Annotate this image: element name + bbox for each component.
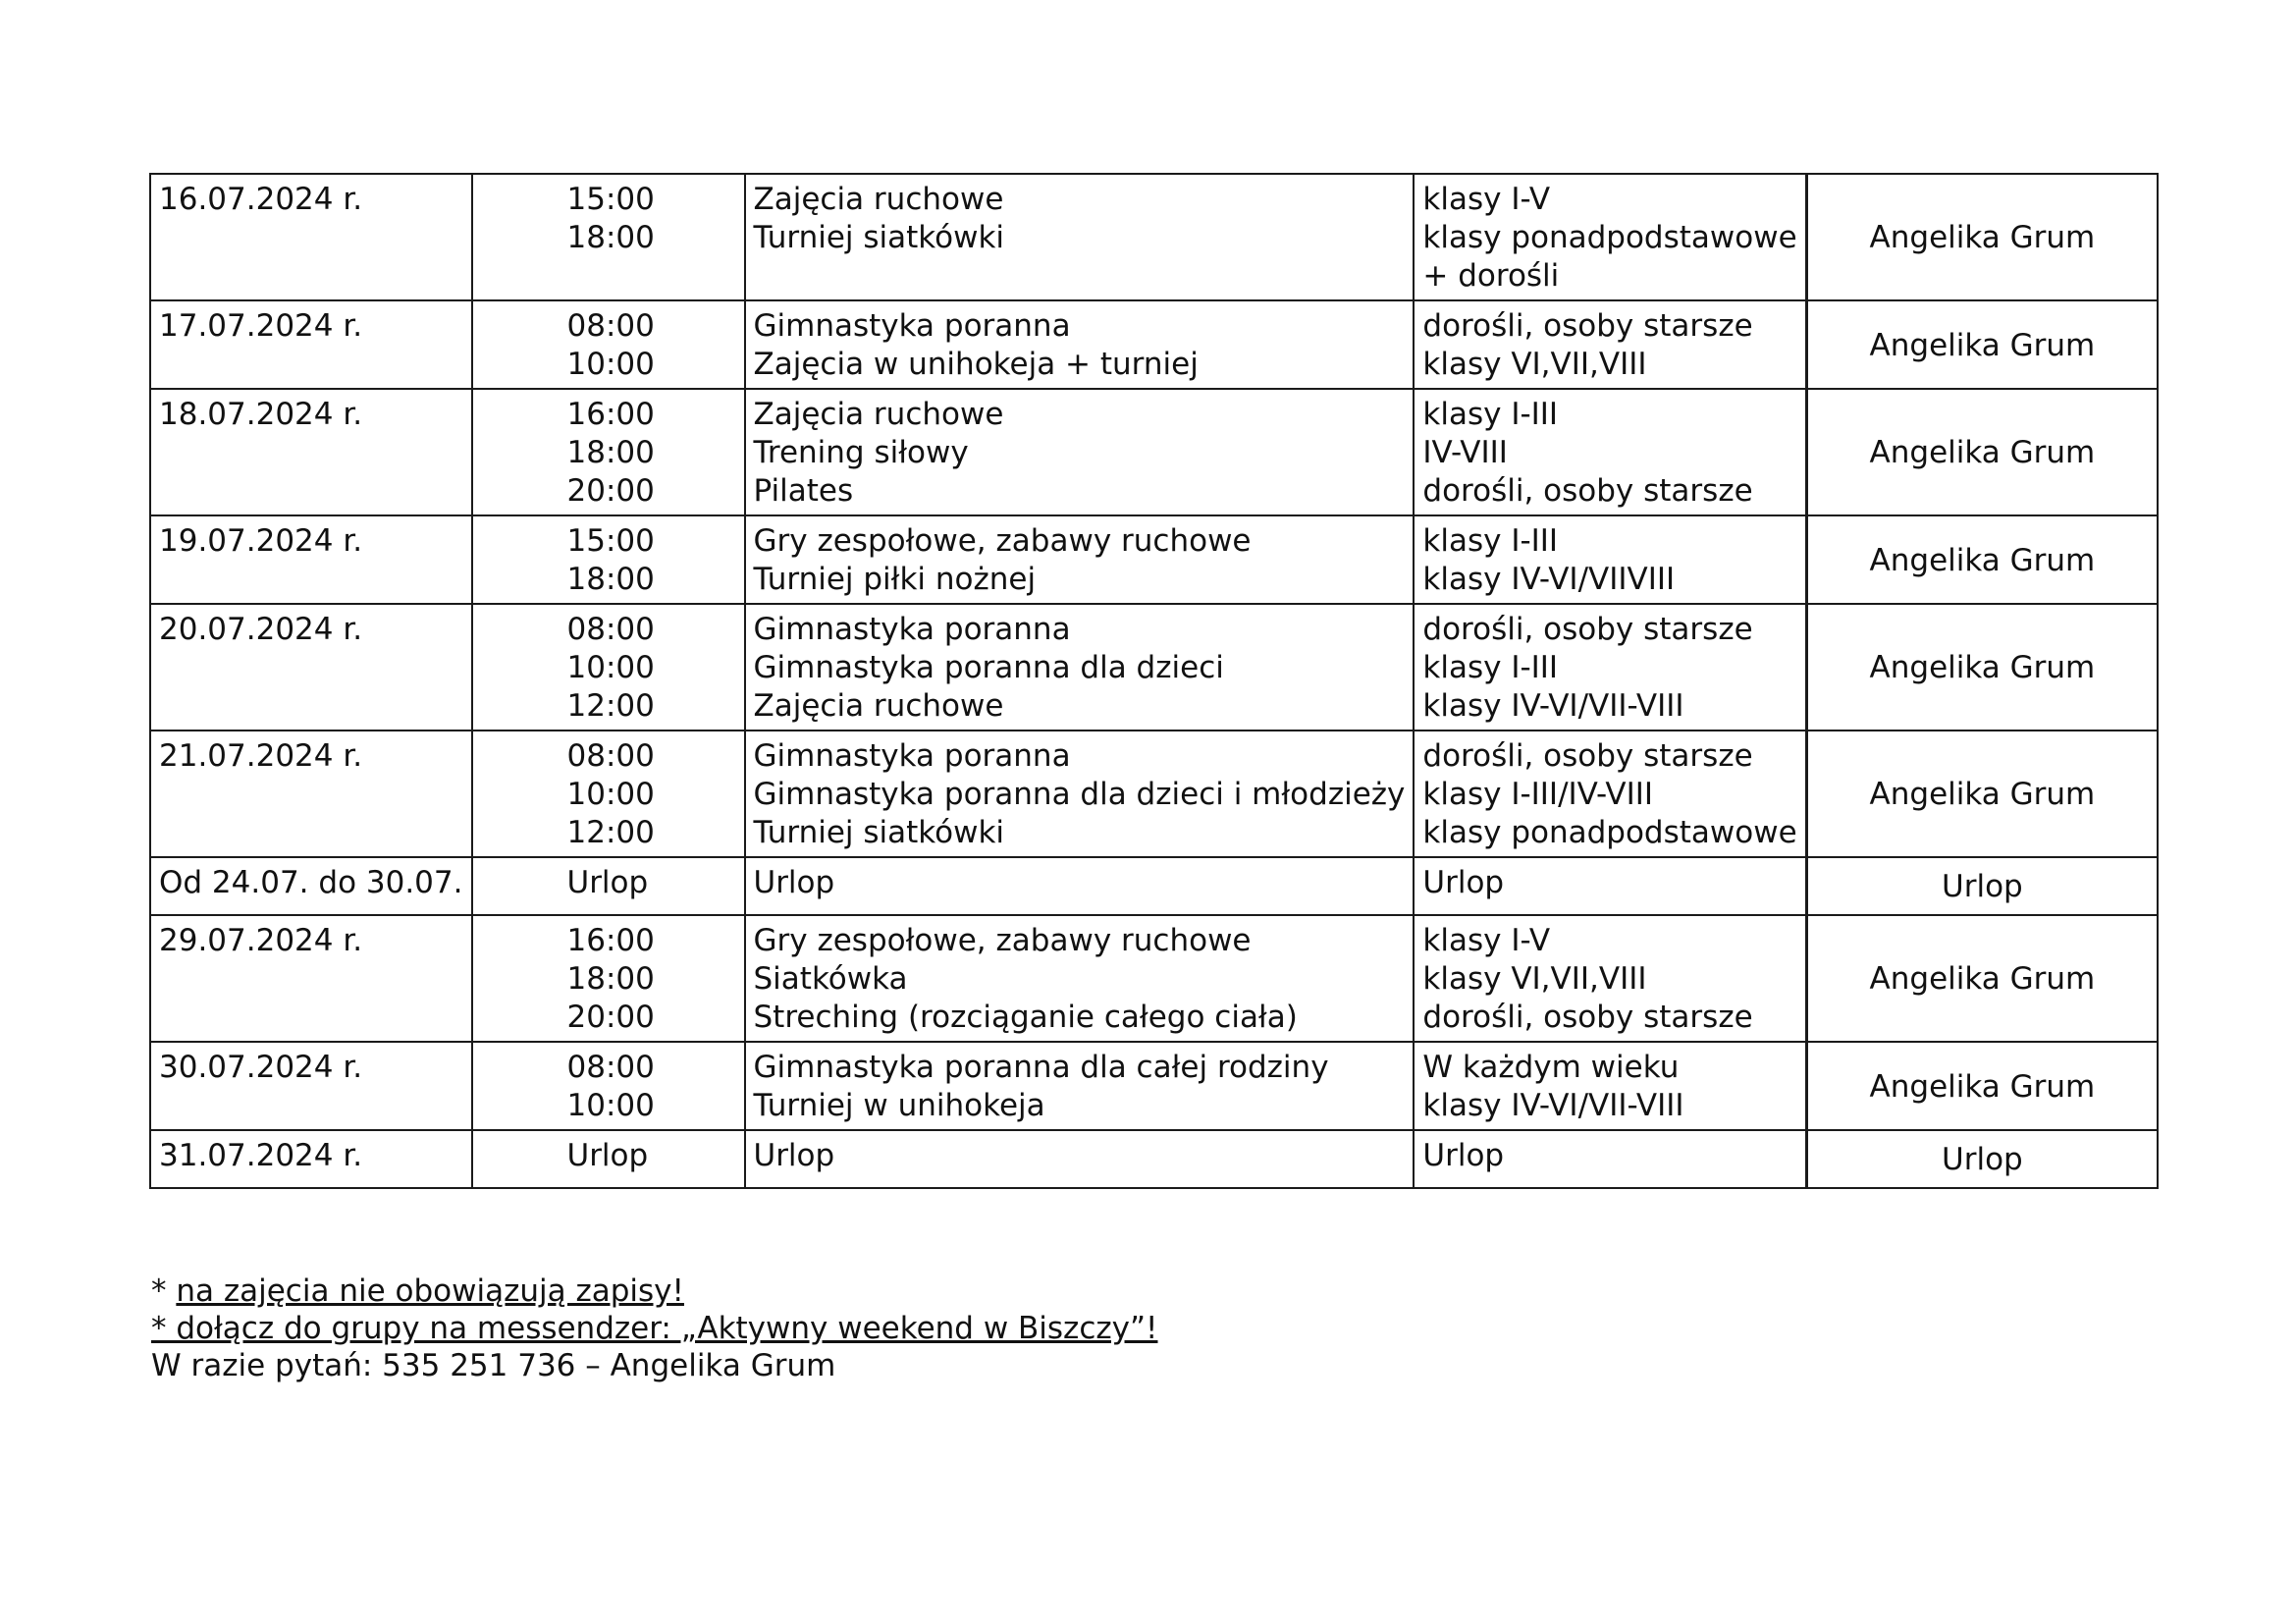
group-cell-line: klasy ponadpodstawowe [1422,220,1797,255]
time-cell-line: 18:00 [566,220,655,255]
group-cell [1414,1130,1806,1188]
time-cell-line: 10:00 [566,1088,655,1123]
activity-cell-line: Gry zespołowe, zabawy ruchowe [753,923,1252,958]
time-cell-line: 16:00 [566,923,655,958]
date-cell: 17.07.2024 r. [150,300,472,389]
activity-cell [745,604,1415,731]
schedule-row [150,1130,2158,1188]
time-cell-line: 20:00 [566,1000,655,1035]
date-cell: 29.07.2024 r. [150,915,472,1042]
activity-cell [745,1042,1415,1130]
instructor-cell: Angelika Grum [1806,174,2158,300]
time-cell-line: 16:00 [566,397,655,432]
activity-cell-line: Trening siłowy [753,435,969,470]
group-cell-line: dorośli, osoby starsze [1422,612,1753,647]
activity-cell [745,515,1415,604]
activity-cell [745,731,1415,857]
date-cell: 30.07.2024 r. [150,1042,472,1130]
group-cell-line: Urlop [1422,1138,1505,1173]
activity-cell-line: Gimnastyka poranna dla całej rodziny [753,1050,1329,1085]
group-cell-line: klasy I-III [1422,650,1559,685]
time-cell [472,857,745,915]
activity-cell-line: Gimnastyka poranna dla dzieci [753,650,1224,685]
group-cell [1414,731,1806,857]
time-cell-line: 12:00 [566,688,655,724]
instructor-cell: Angelika Grum [1806,731,2158,857]
group-cell [1414,389,1806,515]
activity-cell [745,915,1415,1042]
activity-cell-line: Zajęcia ruchowe [753,688,1004,724]
activity-cell-line: Turniej siatkówki [753,815,1005,850]
note-no-registration: na zajęcia nie obowiązują zapisy! [176,1273,684,1309]
activity-cell-line: Turniej siatkówki [753,220,1005,255]
group-cell-line: dorośli, osoby starsze [1422,1000,1753,1035]
schedule-row [150,731,2158,857]
activity-cell-line: Gimnastyka poranna [753,612,1071,647]
instructor-cell: Urlop [1806,857,2158,915]
time-cell [472,1042,745,1130]
time-cell [472,915,745,1042]
group-cell-line: IV-VIII [1422,435,1508,470]
time-cell [472,300,745,389]
activity-cell-line: Urlop [753,1138,835,1173]
activity-cell-line: Pilates [753,473,854,509]
schedule-row [150,604,2158,731]
group-cell-line: dorośli, osoby starsze [1422,308,1753,344]
time-cell-line: 20:00 [566,473,655,509]
schedule-row [150,389,2158,515]
schedule-table [149,173,2159,1189]
time-cell-line: 08:00 [566,738,655,774]
group-cell [1414,915,1806,1042]
group-cell-line: klasy IV-VI/VII-VIII [1422,688,1684,724]
schedule-row [150,300,2158,389]
schedule-row [150,915,2158,1042]
time-cell [472,515,745,604]
activity-cell-line: Siatkówka [753,961,908,997]
time-cell-line: 12:00 [566,815,655,850]
time-cell [472,1130,745,1188]
note-bullet: * [151,1273,177,1309]
date-cell: 21.07.2024 r. [150,731,472,857]
date-cell: 19.07.2024 r. [150,515,472,604]
instructor-cell: Angelika Grum [1806,1042,2158,1130]
time-cell-line: 18:00 [566,435,655,470]
group-cell-line: + dorośli [1422,258,1560,294]
time-cell [472,174,745,300]
group-cell [1414,515,1806,604]
time-cell-line: 10:00 [566,347,655,382]
group-cell [1414,857,1806,915]
activity-cell-line: Zajęcia ruchowe [753,182,1004,217]
notes-section [151,1272,1157,1384]
date-cell: 16.07.2024 r. [150,174,472,300]
date-cell: 31.07.2024 r. [150,1130,472,1188]
group-cell-line: klasy I-III [1422,397,1559,432]
schedule-row [150,174,2158,300]
time-cell-line: 10:00 [566,650,655,685]
group-cell-line: dorośli, osoby starsze [1422,473,1753,509]
activity-cell-line: Gimnastyka poranna [753,738,1071,774]
group-cell-line: klasy I-V [1422,182,1551,217]
activity-cell-line: Zajęcia ruchowe [753,397,1004,432]
group-cell-line: Urlop [1422,865,1505,900]
contact-info: W razie pytań: 535 251 736 – Angelika Grum [151,1348,836,1383]
time-cell-line: 10:00 [566,777,655,812]
activity-cell-line: Zajęcia w unihokeja + turniej [753,347,1199,382]
activity-cell [745,300,1415,389]
time-cell-line: 08:00 [566,308,655,344]
time-cell [472,389,745,515]
activity-cell [745,857,1415,915]
time-cell [472,731,745,857]
activity-cell [745,174,1415,300]
group-cell [1414,174,1806,300]
group-cell-line: klasy IV-VI/VIIVIII [1422,562,1676,597]
group-cell-line: klasy VI,VII,VIII [1422,347,1647,382]
group-cell [1414,604,1806,731]
instructor-cell: Angelika Grum [1806,389,2158,515]
group-cell [1414,300,1806,389]
activity-cell-line: Urlop [753,865,835,900]
instructor-cell: Angelika Grum [1806,604,2158,731]
activity-cell-line: Gimnastyka poranna dla dzieci i młodzieży [753,777,1406,812]
time-cell-line: 15:00 [566,182,655,217]
group-cell-line: klasy IV-VI/VII-VIII [1422,1088,1684,1123]
activity-cell [745,1130,1415,1188]
instructor-cell: Angelika Grum [1806,915,2158,1042]
time-cell-line: Urlop [566,1138,649,1173]
time-cell-line: 08:00 [566,1050,655,1085]
time-cell-line: 08:00 [566,612,655,647]
time-cell-line: 18:00 [566,961,655,997]
schedule-table-body [150,174,2158,1188]
instructor-cell: Angelika Grum [1806,515,2158,604]
time-cell [472,604,745,731]
group-cell [1414,1042,1806,1130]
instructor-cell: Urlop [1806,1130,2158,1188]
date-cell: Od 24.07. do 30.07. [150,857,472,915]
activity-cell-line: Gimnastyka poranna [753,308,1071,344]
activity-cell-line: Turniej piłki nożnej [753,562,1037,597]
group-cell-line: klasy I-V [1422,923,1551,958]
group-cell-line: klasy ponadpodstawowe [1422,815,1797,850]
activity-cell-line: Streching (rozciąganie całego ciała) [753,1000,1298,1035]
schedule-row [150,857,2158,915]
instructor-cell: Angelika Grum [1806,300,2158,389]
activity-cell-line: Gry zespołowe, zabawy ruchowe [753,523,1252,559]
group-cell-line: klasy VI,VII,VIII [1422,961,1647,997]
group-cell-line: klasy I-III [1422,523,1559,559]
date-cell: 20.07.2024 r. [150,604,472,731]
time-cell-line: Urlop [566,865,649,900]
note-messenger-group: * dołącz do grupy na messendzer: „Aktywny weekend w Biszczy”! [151,1311,1158,1346]
time-cell-line: 18:00 [566,562,655,597]
group-cell-line: klasy I-III/IV-VIII [1422,777,1654,812]
schedule-row [150,1042,2158,1130]
activity-cell [745,389,1415,515]
activity-cell-line: Turniej w unihokeja [753,1088,1045,1123]
group-cell-line: W każdym wieku [1422,1050,1680,1085]
group-cell-line: dorośli, osoby starsze [1422,738,1753,774]
schedule-row [150,515,2158,604]
time-cell-line: 15:00 [566,523,655,559]
date-cell: 18.07.2024 r. [150,389,472,515]
notes-line-1 [151,1272,1157,1310]
